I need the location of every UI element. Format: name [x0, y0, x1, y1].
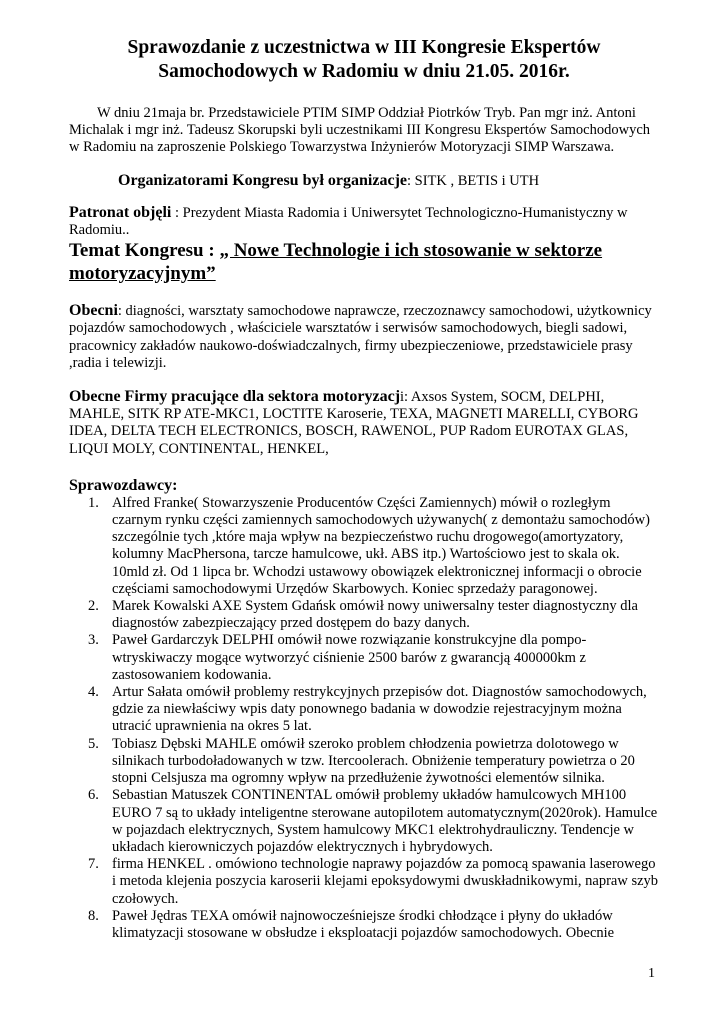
attendees-paragraph — [69, 302, 659, 372]
list-item-number: 5. — [88, 735, 99, 752]
patronage-value: : Prezydent Miasta Radomia i Uniwersytet Technologiczno-Humanistyczny w Radomiu.. — [69, 204, 628, 239]
speakers-list — [69, 495, 659, 942]
firms-paragraph — [69, 388, 659, 458]
firms-label: Obecne Firmy pracujące dla sektora motoryzacj — [69, 388, 401, 406]
attendees-value: : diagności, warsztaty samochodowe naprawcze, rzeczoznawcy samochodowi, użytkownicy pojazdów samochodowych , właściciele warsztatów i serwisów samochodowych, biegli sadowi, pracownicy zakładów naukowo-doświadczalnych, firmy ubezpieczeniowe, przedstawiciele prasy ,radia i telewizji. — [69, 303, 652, 371]
organizers-value: : SITK , BETIS i UTH — [407, 172, 540, 189]
list-item-text: Paweł Jędras TEXA omówił najnowocześniejsze środki chłodzące i płyny do układów klimatyzacji stosowane w obsłudze i eksploatacji pojazdów samochodowych. Obecnie — [112, 907, 615, 941]
patronage-label: Patronat objęli — [69, 203, 172, 221]
document-page — [69, 36, 659, 942]
intro-paragraph: W dniu 21maja br. Przedstawiciele PTIM SIMP Oddział Piotrków Tryb. Pan mgr inż. Antoni Michalak i mgr inż. Tadeusz Skorupski byli uczestnikami III Kongresu Ekspertów Samochodowych w Radomiu na zaproszenie Polskiego Towarzystwa Inżynierów Motoryzacji SIMP Warszawa. — [69, 105, 651, 156]
list-item-number: 2. — [88, 598, 99, 615]
list-item-text: Paweł Gardarczyk DELPHI omówił nowe rozwiązanie konstrukcyjne dla pompo-wtryskiwaczy mogące wytworzyć ciśnienie 2500 barów z gwarancją 400000km z zastosowaniem kodowania. — [112, 632, 587, 683]
list-item-number: 1. — [88, 494, 99, 511]
list-item — [69, 598, 659, 632]
list-item-number: 3. — [88, 632, 99, 649]
list-item-text: Artur Sałata omówił problemy restrykcyjnych przepisów dot. Diagnostów samochodowych, gdzie za niewłaściwy wpis daty ponownego badania w dowodzie rejestracyjnym można utracić uprawnienia na okres 5 lat. — [112, 684, 647, 735]
topic-paragraph — [69, 239, 659, 285]
list-item-number: 8. — [88, 907, 99, 924]
patronage-paragraph — [69, 204, 659, 239]
list-item — [69, 632, 659, 684]
firms-value: i: Axsos System, SOCM, DELPHI, MAHLE, SITK RP ATE-MKC1, LOCTITE Karoserie, TEXA, MAGNETI MARELLI, CYBORG IDEA, DELTA TECH ELECTRONICS, BOSCH, RAWENOL, PUP Radom EUROTAX GLAS, LIQUI MOLY, CONTINENTAL, HENKEL, — [69, 389, 639, 457]
list-item — [69, 684, 659, 736]
list-item-number: 4. — [88, 684, 99, 701]
page-number: 1 — [648, 966, 655, 981]
list-item — [69, 787, 659, 856]
list-item-text: Alfred Franke( Stowarzyszenie Producentów Części Zamiennych) mówił o rozległym czarnym rynku części zamiennych samochodowych używanych( z demontażu samochodów) szczególnie tych ,które maja wpływ na bezpieczeństwo ruchu drogowego(amortyzatory, kolumny MacPhersona, tarcze hamulcowe, ukł. ABS itp.) Wartościowo jest to skala ok. 10mld zł. Od 1 lipca br. Wchodzi ustawowy obowiązek elektronicznej informacji o obrocie częściami samochodowymi Urzędów Skarbowych. Koniec sprzedaży paragonowej. — [112, 494, 650, 597]
list-item-text: Sebastian Matuszek CONTINENTAL omówił problemy układów hamulcowych MH100 EURO 7 są to układy inteligentne sterowane autopilotem automatycznym(2020rok). Hamulce w pojazdach elektrycznych, System hamulcowy MKC1 elektrohydrauliczny. Tendencje w układach kierowniczych pojazdów elektrycznych i hybrydowych. — [112, 787, 658, 855]
speakers-heading: Sprawozdawcy: — [69, 476, 178, 494]
title-line-2: Samochodowych w Radomiu w dniu 21.05. 2016r. — [158, 61, 570, 82]
document-title — [69, 36, 659, 84]
list-item-number: 6. — [88, 787, 99, 804]
topic-value: „ Nowe Technologie i ich stosowanie w sektorze motoryzacyjnym” — [69, 240, 603, 285]
list-item — [69, 856, 659, 908]
list-item-text: Tobiasz Dębski MAHLE omówił szeroko problem chłodzenia powietrza dolotowego w silnikach turbodoładowanych w tzw. Itercoolerach. Obniżenie temperatury powietrza o 20 stopni Celsjusza ma ogromny wpływ na przedłużenie żywotności elementów silnika. — [112, 735, 635, 787]
list-item — [69, 908, 659, 942]
attendees-label: Obecni — [69, 302, 118, 320]
list-item-text: firma HENKEL . omówiono technologie naprawy pojazdów za pomocą spawania laserowego i metoda klejenia poszycia karoserii klejami epoksydowymi dwuskładnikowymi, napraw szyb czołowych. — [112, 856, 659, 907]
list-item-text: Marek Kowalski AXE System Gdańsk omówił nowy uniwersalny tester diagnostyczny dla diagnostów zabezpieczający przed dostępem do bazy danych. — [112, 598, 638, 632]
organizers-paragraph — [69, 172, 659, 190]
organizers-label: Organizatorami Kongresu był organizacje — [118, 171, 407, 189]
list-item — [69, 495, 659, 598]
topic-label: Temat Kongresu : — [69, 240, 220, 262]
list-item — [69, 736, 659, 788]
list-item-number: 7. — [88, 856, 99, 873]
title-line-1: Sprawozdanie z uczestnictwa w III Kongresie Ekspertów — [127, 37, 601, 58]
